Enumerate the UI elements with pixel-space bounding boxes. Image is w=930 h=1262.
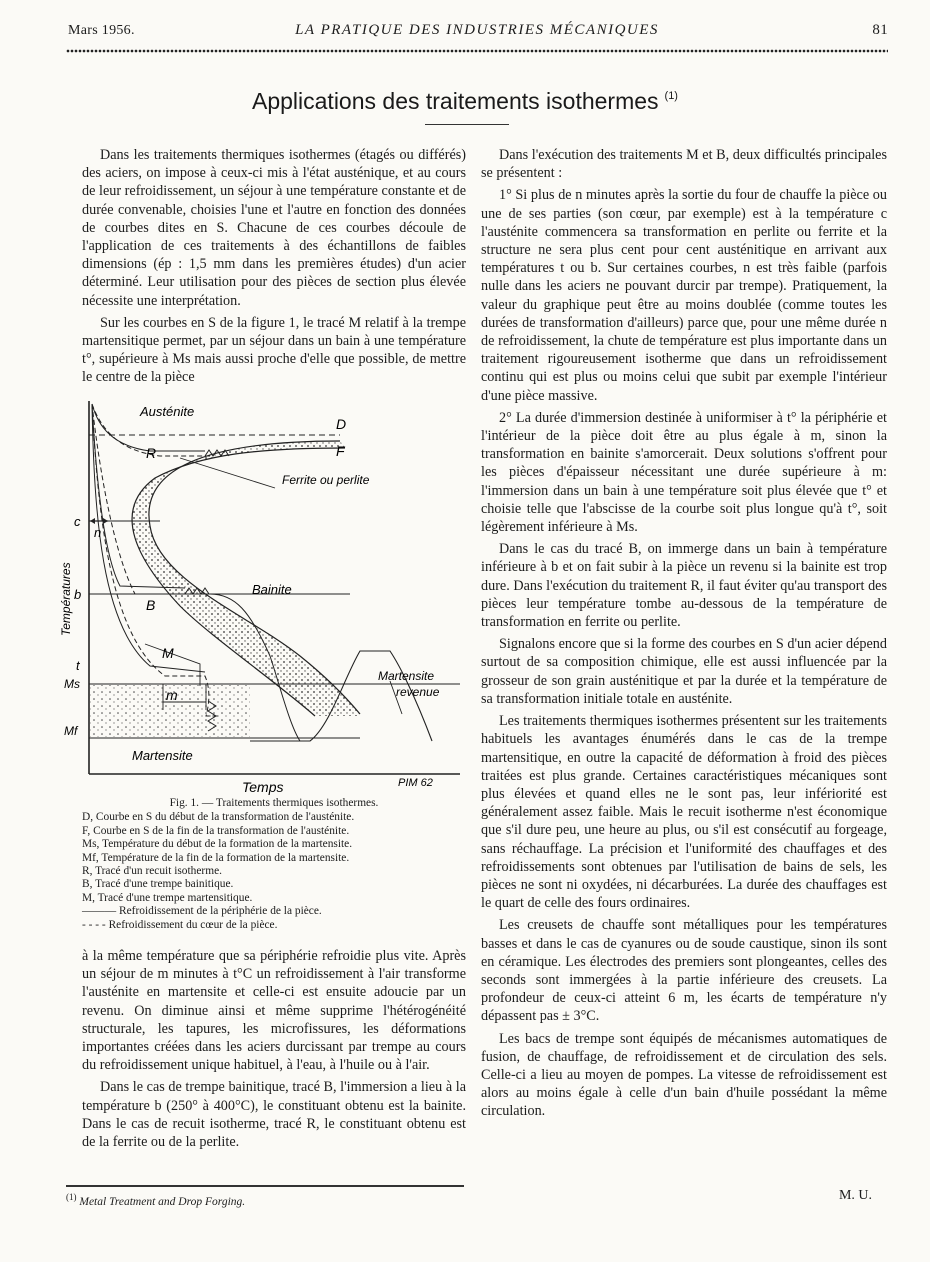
label-F: F [336,443,345,459]
label-Ms: Ms [64,677,80,691]
label-martensite-revenue-1: Martensite [378,669,435,683]
caption-line: ——— Refroidissement de la périphérie de la pièce. [82,905,322,918]
left-column-top [82,146,466,391]
label-M: M [162,645,174,661]
title-footnote-marker: (1) [664,90,678,102]
footnote-text: Metal Treatment and Drop Forging. [79,1195,246,1208]
figure-code: PIM 62 [398,777,433,789]
paragraph: Signalons encore que si la forme des courbes en S d'un acier dépend surtout de sa composition chimique, elle est aussi influencée par la grosseur de son grain austénitique et par la durée et la température de sa transformation initiale totale en austénite. [481,636,887,707]
label-b: b [74,587,82,602]
paragraph: Sur les courbes en S de la figure 1, le tracé M relatif à la trempe martensitique permet, par un séjour dans un bain à une température t°, supérieure à Ms mais aussi proche d'elle que possible, de mettre le centre de la pièce [82,314,466,386]
caption-line: - - - - Refroidissement du cœur de la pièce. [82,918,278,931]
label-martensite-revenue-2: revenue [396,685,440,699]
label-ferrite: Ferrite ou perlite [282,473,370,487]
label-t: t [76,658,80,673]
caption-line: M, Tracé d'une trempe martensitique. [82,891,253,904]
left-column-bottom [82,947,466,1155]
caption-line: Mf, Température de la fin de la formation de la martensite. [82,851,350,864]
s-curve-diagram [60,396,470,796]
label-c: c [74,514,81,529]
label-m: m [166,687,178,703]
label-martensite: Martensite [132,748,193,763]
paragraph: Dans l'exécution des traitements M et B, deux difficultés principales se présentent : [481,147,887,182]
header-dotted-rule [66,48,888,54]
article-title: Applications des traitements isothermes [252,88,659,114]
footnote-marker: (1) [66,1192,77,1202]
author-signature: M. U. [838,1188,872,1203]
right-column [481,146,887,1125]
label-B: B [146,597,156,613]
caption-line: F, Courbe en S de la fin de la transformation de l'austénite. [82,824,350,837]
paragraph: 2° La durée d'immersion destinée à uniformiser à t° la périphérie et l'intérieur de la pièce doit être au plus égale à m, sinon la transformation en bainite s'amorcerait. Deux solutions s'offrent pour les pièces d'épaisseur nécessitant une durée supérieure à m: l'immersion dans un bain à une température soit plus élevée que t° et choisie telle que l'abscisse de la courbe soit plus longue qu'à t°, soit légèrement inférieure à Ms. [481,409,887,536]
caption-line: R, Tracé d'un recuit isotherme. [82,865,222,878]
figure-caption [82,797,466,932]
x-axis-label: Temps [242,779,284,795]
y-axis-label: Températures [60,562,73,636]
title-underline [425,124,509,125]
label-austenite: Austénite [140,404,195,419]
figure-1 [60,396,470,796]
footnote [66,1192,245,1208]
running-header [66,20,888,42]
n-arrow-right [103,518,108,524]
paragraph: à la même température que sa périphérie refroidie plus vite. Après un séjour de m minutes à t°C un refroidissement à l'air transforme l'austénite en martensite et celle-ci est ensuite adoucie par un revenu. On diminue ainsi et même supprime l'hétérogénéité structurale, les tapures, les microfissures, les déformations importantes créées dans les aciers durcissant par trempe au cours du refroidissement unique habituel, à l'eau, à l'huile ou à l'air. [82,948,466,1074]
paragraph: Les traitements thermiques isothermes présentent sur les traitements habituels les avantages énumérés dans le cas de la trempe martensitique, en outre la capacité de déformation à froid des pièces traitées est plus grande. Certaines caractéristiques mécaniques sont plus élevées et quand elles ne le sont pas, leur infériorité est généralement assez faible. Mais le recuit isotherme n'est économique que s'il dure peu, une heure au plus, ou s'il est consécutif au forgeage, sans réchauffage. La précision et l'uniformité des chauffages et des refroidissements sont obtenues par l'utilisation de bains de sels, les pièces ne sont ni oxydées, ni décarburées. La durée des chauffages est le quart de celle des fours ordinaires. [481,713,887,912]
issue-date: Mars 1956. [68,23,135,38]
caption-title: Fig. 1. — Traitements thermiques isothermes. [169,797,379,809]
article-title-block [0,88,930,115]
label-Mf: Mf [64,724,78,738]
label-bainite: Bainite [252,582,292,597]
n-arrow-left [90,518,95,524]
paragraph: 1° Si plus de n minutes après la sortie du four de chauffe la pièce ou une de ses parties (son cœur, par exemple) est à la température c l'austénite commencera sa transformation en perlite ou ferrite et la structure ne sera plus cent pour cent austénitique en arrivant aux températures t ou b. Sur certaines courbes, n est très faible (parfois nulle dans les aciers ne pouvant durcir par trempe). Pratiquement, la valeur du graphique peut être au moins doublée (comme toutes les durées de transformation d'ailleurs) parce que, pour une même durée n de refroidissement, la chute de température est plus importante dans un traitement rigoureusement isotherme que dans un refroidissement continu qui est plus ou moins celui que subit par exemple l'intérieur d'une pièce massive. [481,187,887,404]
label-R: R [146,445,157,461]
label-n: n [94,525,102,540]
paragraph: Dans le cas du tracé B, on immerge dans un bain à température inférieure à b et on fait subir à la pièce un revenu si la bainite est trop dure. Dans l'exécution du traitement R, il faut éviter qu'au transport des pièces leur température tombe au-dessous de la température de transformation en ferrite ou perlite. [481,541,887,631]
footnote-rule [66,1185,464,1187]
caption-line: B, Tracé d'une trempe bainitique. [82,878,234,891]
label-D: D [336,416,347,432]
journal-name: LA PRATIQUE DES INDUSTRIES MÉCANIQUES [295,22,659,38]
paragraph: Les bacs de trempe sont équipés de mécanismes automatiques de fusion, de chauffage, de refroidissement et de circulation des sels. Celle-ci a lieu au moyen de pompes. La vitesse de refroidissement est alors au moins égale à celle d'un bain d'huile possédant la même circulation. [481,1030,887,1120]
paragraph: Dans les traitements thermiques isothermes (étagés ou différés) des aciers, on impose à ceux-ci mis à l'état austénique, et au cours de leur refroidissement, un séjour à une température constante et de durée convenable, choisies l'une et l'autre en fonction des données de courbes dites en S. Chacune de ces courbes découle de l'application de ces traitements à des échantillons de faibles dimensions (ép : 1,5 mm dans les premières études) d'un acier déterminé. Leur utilisation pour des pièces de section plus élevée nécessite une interprétation. [82,147,466,309]
caption-line: Ms, Température du début de la formation de la martensite. [82,838,353,851]
paragraph: Les creusets de chauffe sont métalliques pour les températures basses et dans le cas de cyanures ou de soude caustique, sinon ils sont en céramique. Les électrodes des premiers sont plongeantes, celles des seconds sont immergées à la partie inférieure des creusets. La profondeur de ceux-ci atteint 6 m, les écarts de température n'y dépassent pas ± 3°C. [481,917,887,1025]
caption-line: D, Courbe en S du début de la transformation de l'austénite. [82,811,355,824]
paragraph: Dans le cas de trempe bainitique, tracé B, l'immersion a lieu à la température b (250° à 400°C), le constituant obtenu est la bainite. Dans le cas de recuit isotherme, tracé R, le constituant obtenu est de la ferrite ou de la perlite. [82,1079,466,1151]
page-number: 81 [872,22,888,38]
ferrite-pointer [180,458,275,488]
